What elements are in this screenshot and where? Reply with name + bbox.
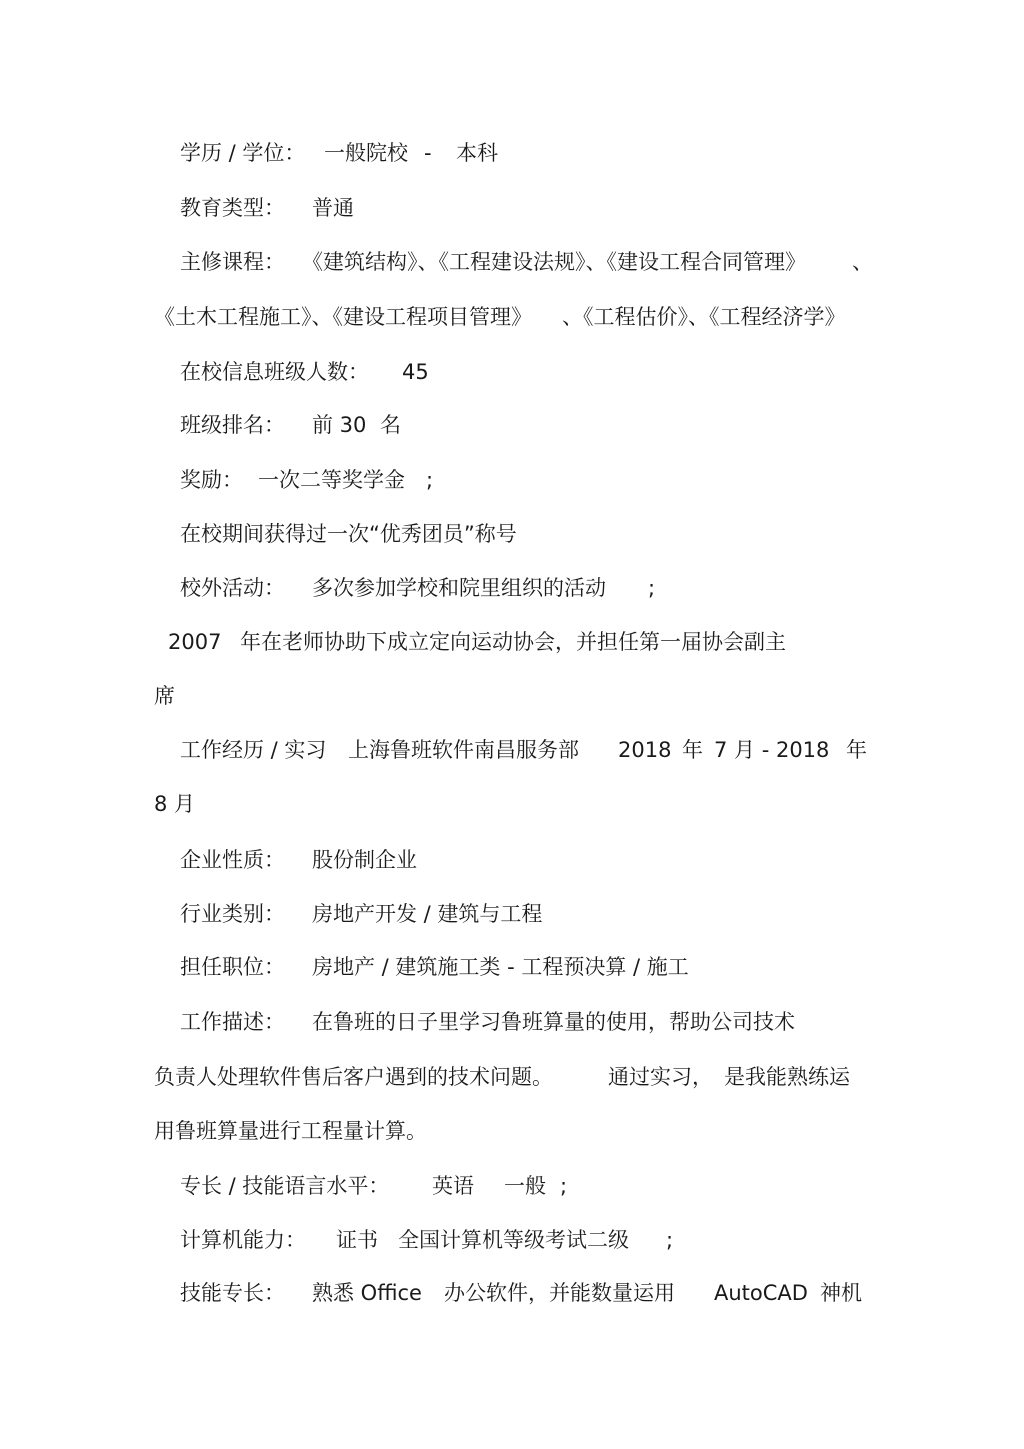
label-class-size: 在校信息班级人数： [180,360,369,384]
label-company-type: 企业性质： [180,848,285,872]
text-line-industry [0,897,1024,931]
label-courses: 主修课程： [180,250,285,274]
value-school-type: 一般院校 [324,141,408,165]
text-line-skills [0,1276,1024,1310]
value-language: 英语 [432,1174,474,1198]
text-line-job-description [0,1005,1024,1039]
value-class-size: 45 [402,360,429,384]
text-line-education-type [0,191,1024,225]
value-skills-end: 神机 [820,1281,862,1305]
value-position: 房地产 / 建筑施工类 - 工程预决算 / 施工 [312,955,689,979]
label-position: 担任职位： [180,955,285,979]
value-dash: - [424,141,432,165]
label-class-rank: 班级排名： [180,413,285,437]
text-line-activities [0,571,1024,605]
value-association-end: 席 [154,684,175,708]
text-line-degree [0,136,1024,170]
text-line-work-experience [0,733,1024,767]
value-job-description-3: 通过实习， [608,1065,713,1089]
label-education-type: 教育类型： [180,196,285,220]
label-language: 专长 / 技能语言水平： [180,1174,390,1198]
value-end-year-unit: 年 [846,738,867,762]
text-line-courses-cont [0,300,1024,334]
value-company: 上海鲁班软件南昌服务部 [348,738,579,762]
label-skills: 技能专长： [180,1281,285,1305]
value-job-description-2: 负责人处理软件售后客户遇到的技术问题。 [154,1065,553,1089]
label-job-description: 工作描述： [180,1010,285,1034]
text-line-company-type [0,843,1024,877]
text-line-class-size [0,355,1024,389]
value-awards: 一次二等奖学金 [258,468,405,492]
value-job-description-4: 是我能熟练运 [724,1065,850,1089]
label-work-experience: 工作经历 / 实习 [180,738,327,762]
value-awards-semicolon: ; [426,468,434,492]
text-line-class-rank [0,408,1024,442]
text-line-honor [0,517,1024,551]
text-line-position [0,950,1024,984]
value-courses-part3: 、《工程估价》、《工程经济学》 [562,305,846,329]
text-line-work-period-cont [0,787,1024,821]
text-line-job-description-end [0,1114,1024,1148]
text-line-language [0,1169,1024,1203]
label-awards: 奖励： [180,468,243,492]
text-line-job-description-cont [0,1060,1024,1094]
value-skills-autocad: AutoCAD [714,1281,808,1305]
value-skills-text: 办公软件，并能数量运用 [444,1281,675,1305]
value-courses-sep: 、 [852,250,873,274]
value-activities: 多次参加学校和院里组织的活动 [312,576,606,600]
value-computer-semicolon: ; [666,1228,674,1252]
value-language-level: 一般 [504,1174,546,1198]
value-honor: 在校期间获得过一次“优秀团员”称号 [180,522,517,546]
text-line-courses [0,245,1024,279]
value-industry: 房地产开发 / 建筑与工程 [312,902,543,926]
value-company-type: 股份制企业 [312,848,417,872]
value-job-description-1: 在鲁班的日子里学习鲁班算量的使用，帮助公司技术 [312,1010,795,1034]
value-class-rank-unit: 名 [380,413,401,437]
label-degree: 学历 / 学位： [180,141,306,165]
value-degree: 本科 [456,141,498,165]
value-association-year: 2007 [168,630,222,654]
value-association-text: 年在老师协助下成立定向运动协会，并担任第一届协会副主 [240,630,786,654]
value-end-month: 8 月 [154,792,196,816]
label-industry: 行业类别： [180,902,285,926]
text-line-association-cont [0,679,1024,713]
value-education-type: 普通 [312,196,354,220]
value-courses-part1: 《建筑结构》、《工程建设法规》、《建设工程合同管理》 [302,250,806,274]
value-certificate-label: 证书 [336,1228,378,1252]
value-skills-office: 熟悉 Office [312,1281,422,1305]
text-line-association [0,625,1024,659]
label-activities: 校外活动： [180,576,285,600]
value-job-description-5: 用鲁班算量进行工程量计算。 [154,1119,427,1143]
value-start-year: 2018 [618,738,672,762]
value-activities-semicolon: ; [648,576,656,600]
value-start-month-end-year: 7 月 - 2018 [714,738,830,762]
label-computer: 计算机能力： [180,1228,306,1252]
value-certificate: 全国计算机等级考试二级 [398,1228,629,1252]
text-line-awards [0,463,1024,497]
value-language-semicolon: ; [560,1174,568,1198]
value-class-rank: 前 30 [312,413,367,437]
text-line-computer [0,1223,1024,1257]
value-courses-part2: 《土木工程施工》、《建设工程项目管理》 [154,305,532,329]
value-start-year-unit: 年 [682,738,703,762]
